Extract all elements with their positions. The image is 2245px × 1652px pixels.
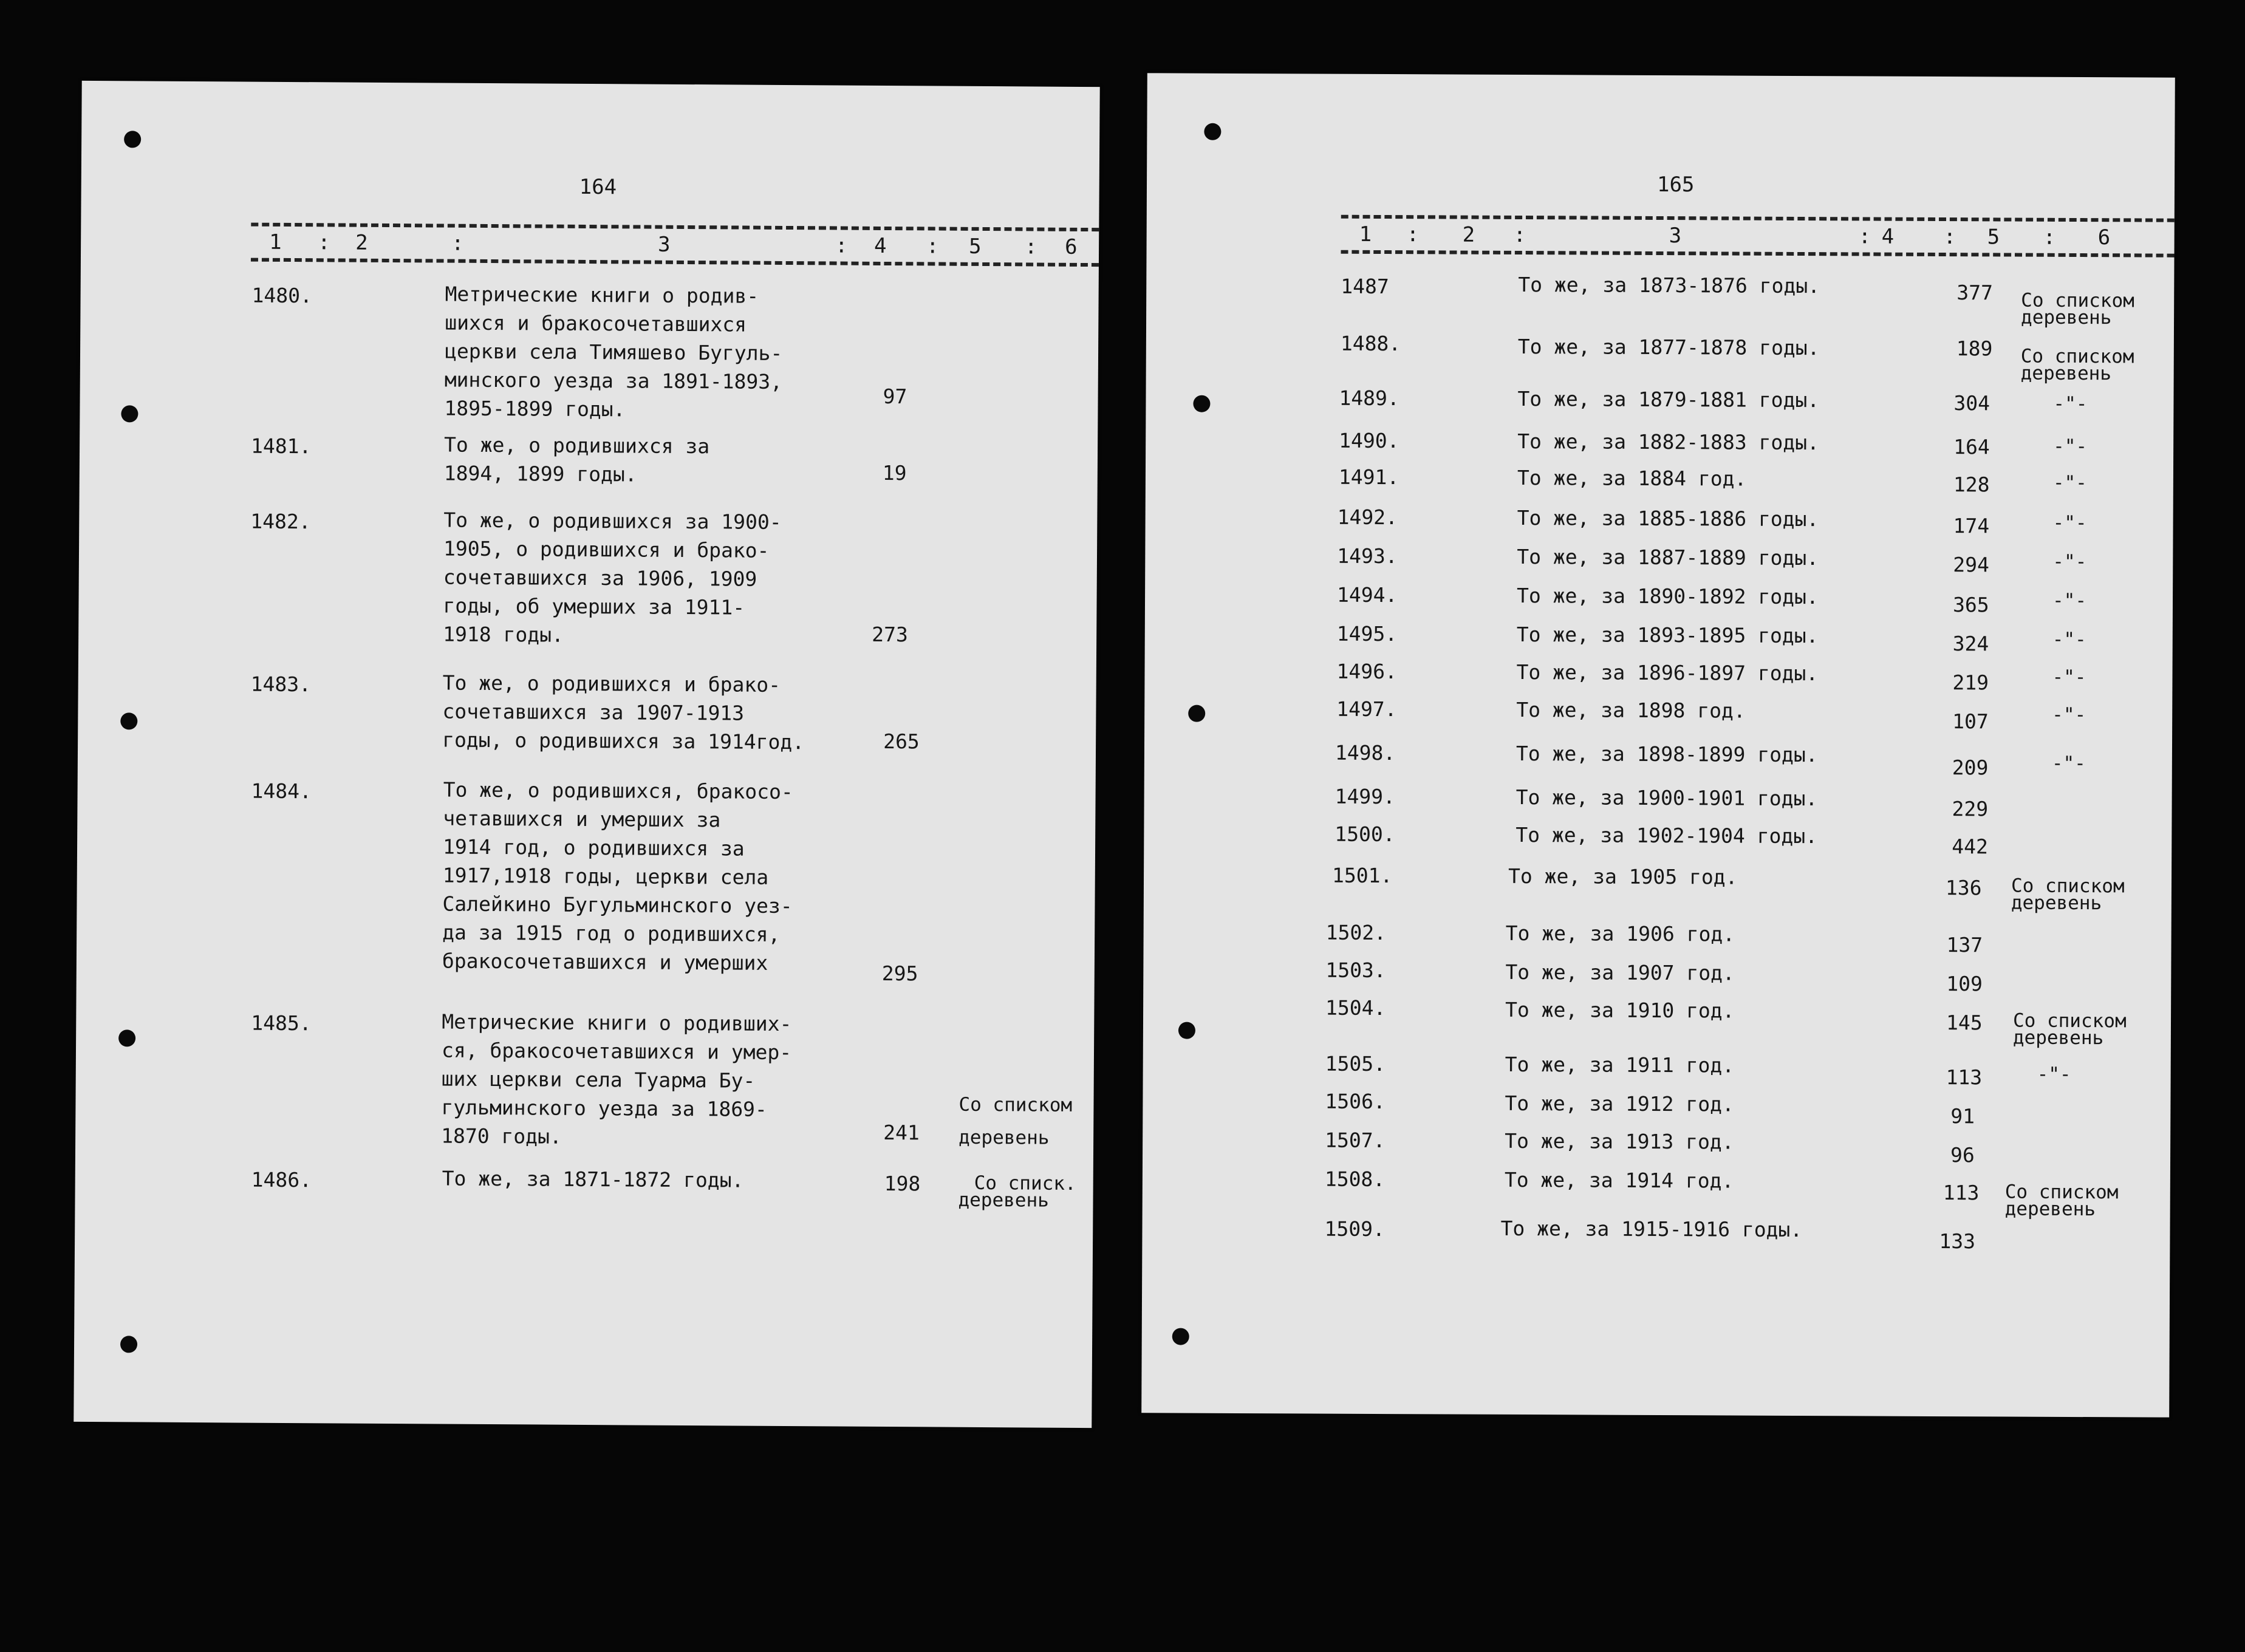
right-page: [1141, 73, 2175, 1417]
entry-description: То же, за 1887-1889 годы.: [1517, 544, 1819, 570]
entry-number: 1482.: [250, 509, 311, 534]
entry-description: То же, за 1907 год.: [1505, 960, 1735, 985]
entry-number: 1489.: [1339, 386, 1399, 411]
entry-number: 1507.: [1325, 1128, 1386, 1153]
column-header: 3: [1669, 224, 1682, 248]
column-header: :: [451, 231, 464, 256]
column-header: :: [1858, 224, 1871, 249]
sheet-count: 109: [1946, 972, 1983, 996]
entry-number: 1500.: [1334, 822, 1395, 847]
sheet-count: 304: [1953, 391, 1990, 415]
sheet-count: 365: [1952, 593, 1989, 617]
entry-number: 1499.: [1334, 784, 1396, 809]
sheet-count: 137: [1946, 933, 1983, 957]
entry-description: Метрические книги о родивших- ся, бракосочетавшихся и умер- ших церкви села Туарма Бу- гульминского уезда за 1869- 1870 годы.: [441, 1009, 792, 1149]
sheet-count: 265: [883, 729, 920, 754]
entry-number: 1495.: [1336, 621, 1398, 646]
sheet-count: 133: [1939, 1229, 1976, 1254]
sheet-count: 96: [1950, 1143, 1975, 1167]
punch-hole: [120, 1336, 137, 1353]
punch-hole: [124, 131, 141, 148]
column-header: :: [926, 234, 939, 259]
entry-description: То же, о родившихся, бракосо- четавшихся и умерших за 1914 год, о родившихся за 1917,1918 годы, церкви села Салейкино Бугульминского уез- да за 1915 год о родившихся, бракосочетавшихся и умерших: [442, 777, 793, 975]
entry-number: 1504.: [1325, 995, 1386, 1020]
column-header: :: [835, 233, 848, 258]
sheet-count: 19: [882, 460, 907, 485]
entry-description: То же, за 1898-1899 годы.: [1515, 741, 1818, 767]
entry-number: 1502.: [1325, 920, 1387, 945]
sheet-count: 442: [1952, 835, 1988, 859]
sheet-count: 241: [883, 1120, 920, 1145]
sheet-count: 198: [884, 1172, 921, 1196]
entry-number: 1487: [1341, 274, 1389, 299]
column-header: :: [2043, 225, 2056, 250]
sheet-count: 377: [1956, 281, 1993, 305]
punch-hole: [1188, 705, 1205, 722]
entry-note: -"-: [2053, 392, 2088, 415]
column-header: 3: [658, 232, 671, 257]
punch-hole: [1193, 395, 1210, 412]
entry-number: 1492.: [1337, 505, 1398, 530]
entry-number: 1494.: [1336, 582, 1398, 607]
sheet-count: 219: [1952, 671, 1989, 695]
entry-description: Метрические книги о родив- шихся и бракосочетавшихся церкви села Тимяшево Бугуль- минского уезда за 1891-1893, 1895-1899 годы.: [444, 282, 783, 422]
sheet-count: 136: [1945, 876, 1982, 900]
column-header: 1: [269, 230, 282, 254]
entry-number: 1493.: [1337, 544, 1398, 568]
entry-note: -"-: [2051, 752, 2086, 775]
entry-note: -"-: [2052, 628, 2086, 651]
entry-description: То же, за 1913 год.: [1505, 1128, 1734, 1154]
column-header: 5: [1987, 225, 2000, 250]
entry-number: 1503.: [1325, 958, 1386, 983]
entry-number: 1509.: [1324, 1217, 1385, 1241]
punch-hole: [118, 1029, 135, 1046]
page-number: 164: [579, 174, 617, 200]
entry-note: -"-: [2037, 1063, 2071, 1085]
entry-description: То же, за 1879-1881 годы.: [1517, 386, 1820, 412]
entry-description: То же, за 1912 год.: [1505, 1091, 1735, 1116]
entry-description: То же, за 1896-1897 годы.: [1516, 660, 1819, 686]
entry-number: 1481.: [250, 434, 312, 459]
column-header: 4: [874, 233, 887, 258]
entry-description: То же, о родившихся за 1900- 1905, о родившихся и брако- сочетавшихся за 1906, 1909 годы, об умерших за 1911- 1918 годы.: [443, 508, 782, 647]
entry-description: То же, за 1877-1878 годы.: [1517, 334, 1820, 360]
sheet-count: 145: [1946, 1011, 1983, 1035]
entry-description: То же, за 1900-1901 годы.: [1515, 785, 1818, 811]
entry-note: -"-: [2052, 511, 2087, 534]
entry-number: 1485.: [251, 1011, 312, 1036]
entry-note: Со списк. деревень: [958, 1172, 1076, 1212]
sheet-count: 113: [1946, 1065, 1983, 1090]
sheet-count: 128: [1953, 473, 1990, 497]
sheet-count: 97: [883, 384, 907, 409]
entry-note: -"-: [2052, 550, 2087, 573]
sheet-count: 295: [881, 961, 918, 986]
entry-note: -"-: [2053, 435, 2088, 458]
column-header: 6: [1064, 234, 1078, 259]
column-header: 6: [2097, 225, 2111, 250]
entry-number: 1488.: [1340, 331, 1401, 356]
left-page: [73, 81, 1099, 1428]
sheet-count: 189: [1956, 336, 1993, 361]
entry-note: Со списком деревень: [2004, 1181, 2119, 1221]
entry-description: То же, за 1884 год.: [1517, 465, 1747, 491]
entry-description: То же, за 1893-1895 годы.: [1516, 622, 1819, 648]
entry-description: То же, за 1898 год.: [1516, 697, 1746, 723]
entry-description: То же, за 1873-1876 годы.: [1518, 272, 1820, 298]
entry-description: То же, за 1902-1904 годы.: [1515, 822, 1818, 848]
sheet-count: 164: [1953, 435, 1990, 459]
entry-note: -"-: [2052, 589, 2087, 612]
sheet-count: 229: [1952, 797, 1989, 821]
entry-note: Со списком деревень: [2021, 289, 2134, 329]
entry-description: То же, за 1910 год.: [1505, 997, 1735, 1023]
column-header: 4: [1881, 224, 1895, 249]
column-header: 2: [355, 230, 368, 255]
sheet-count: 174: [1953, 514, 1990, 538]
entry-note: Со списком деревень: [2012, 1009, 2127, 1050]
entry-note: -"-: [2052, 666, 2086, 689]
entry-number: 1491.: [1338, 465, 1399, 490]
entry-number: 1505.: [1325, 1051, 1386, 1076]
punch-hole: [1172, 1328, 1189, 1345]
punch-hole: [1204, 123, 1221, 140]
entry-description: То же, за 1905 год.: [1508, 864, 1738, 889]
column-header: :: [1406, 222, 1420, 247]
entry-description: То же, о родившихся и брако- сочетавшихся за 1907-1913 годы, о родившихся за 1914год.: [442, 671, 805, 754]
punch-hole: [121, 405, 138, 422]
punch-hole: [1178, 1022, 1195, 1039]
sheet-count: 209: [1952, 756, 1989, 780]
column-header: 2: [1462, 222, 1475, 247]
entry-description: То же, за 1882-1883 годы.: [1517, 429, 1819, 455]
entry-description: То же, за 1885-1886 годы.: [1517, 505, 1819, 531]
column-header: :: [1024, 234, 1037, 259]
entry-note: -"-: [2052, 703, 2086, 726]
entry-number: 1508.: [1324, 1167, 1386, 1192]
entry-number: 1480.: [251, 283, 313, 308]
sheet-count: 107: [1952, 709, 1989, 734]
column-header: 5: [968, 234, 982, 259]
entry-number: 1497.: [1336, 697, 1397, 722]
entry-description: То же, за 1890-1892 годы.: [1516, 583, 1819, 609]
entry-note: Со списком деревень: [2020, 345, 2134, 385]
column-header: 1: [1359, 222, 1372, 247]
entry-description: То же, за 1914 год.: [1504, 1167, 1734, 1193]
entry-number: 1490.: [1339, 428, 1399, 453]
sheet-count: 113: [1943, 1181, 1980, 1205]
entry-description: То же, за 1915-1916 годы.: [1500, 1216, 1803, 1242]
page-number: 165: [1656, 172, 1695, 197]
entry-number: 1501.: [1331, 863, 1393, 888]
sheet-count: 273: [872, 622, 908, 647]
column-header: :: [318, 230, 330, 255]
entry-number: 1486.: [251, 1167, 312, 1192]
sheet-count: 294: [1953, 553, 1989, 577]
entry-note: -"-: [2052, 471, 2087, 494]
entry-number: 1498.: [1334, 740, 1396, 765]
entry-description: То же, за 1911 год.: [1505, 1052, 1735, 1077]
entry-number: 1483.: [250, 672, 312, 697]
entry-description: То же, за 1871-1872 годы.: [442, 1166, 744, 1192]
sheet-count: 324: [1952, 632, 1989, 656]
column-header: :: [1943, 225, 1956, 250]
entry-note: Со списком деревень: [2011, 875, 2125, 915]
entry-description: То же, о родившихся за 1894, 1899 годы.: [443, 432, 710, 486]
entry-note: Со списком деревень: [958, 1093, 1073, 1149]
entry-number: 1506.: [1325, 1089, 1386, 1114]
punch-hole: [120, 712, 137, 729]
entry-number: 1484.: [251, 779, 312, 804]
column-header-row: [1341, 215, 2175, 258]
column-header-row: [251, 223, 1099, 267]
sheet-count: 91: [1950, 1104, 1975, 1128]
column-header: :: [1513, 222, 1526, 248]
entry-description: То же, за 1906 год.: [1505, 921, 1735, 946]
entry-number: 1496.: [1336, 659, 1397, 684]
